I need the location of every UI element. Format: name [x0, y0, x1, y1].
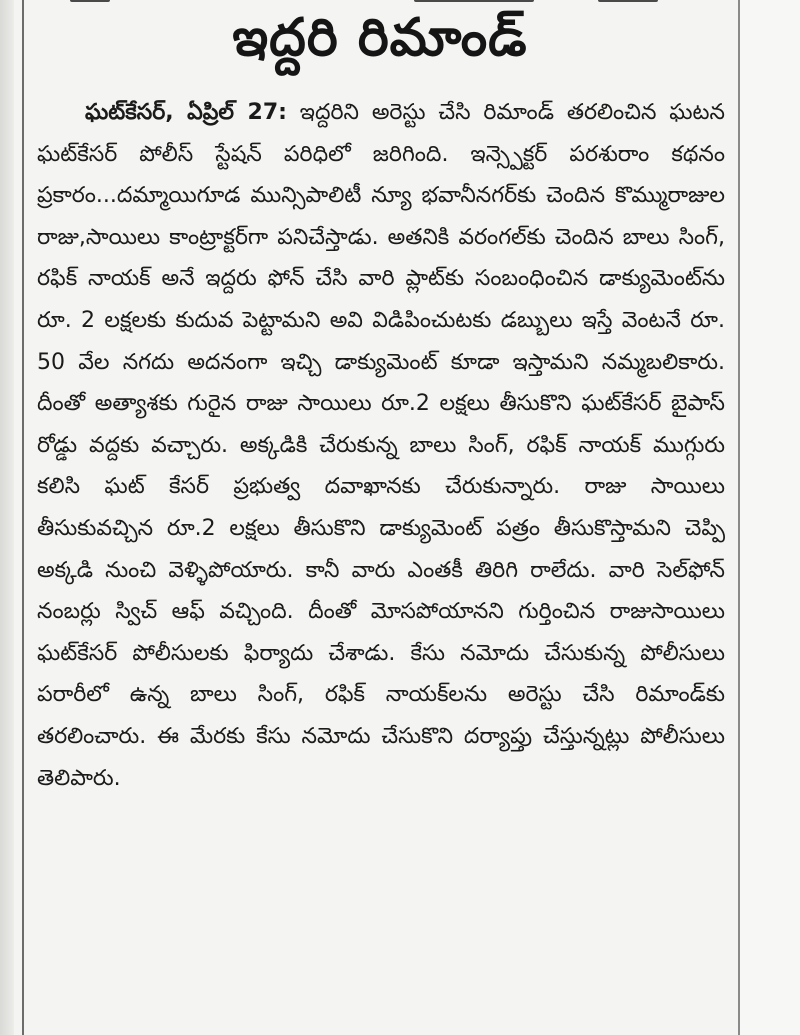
article-body-text: ఇద్దరిని అరెస్టు చేసి రిమాండ్ తరలించిన ఘటన ఘట్‌కేసర్ పోలీస్ స్టేషన్ పరిధిలో జరిగింది. ఇన్స్పెక్టర్ పరశురాం కథనం ప్రకారం...దమ్మాయిగూడ మున్సిపాలిటీ న్యూ భవానీనగర్‌కు చెందిన కొమ్మురాజుల రాజు,సాయిలు కాంట్రాక్టర్‌గా పనిచేస్తాడు. అతనికి వరంగల్‌కు చెందిన బాలు సింగ్, రఫిక్ నాయక్ అనే ఇద్దరు ఫోన్ చేసి వారి ప్లాట్‌కు సంబంధించిన డాక్యుమెంట్‌ను రూ. 2 లక్షలకు కుదువ పెట్టామని అవి విడిపించుటకు డబ్బులు ఇస్తే వెంటనే రూ. 50 వేల నగదు అదనంగా ఇచ్చి డాక్యుమెంట్ కూడా ఇస్తామని నమ్మబలికారు. దీంతో అత్యాశకు గురైన రాజు సాయిలు రూ.2 లక్షలు తీసుకొని ఘట్‌కేసర్ బైపాస్ రోడ్డు వద్దకు వచ్చారు. అక్కడికి చేరుకున్న బాలు సింగ్, రఫిక్ నాయక్ ముగ్గురు కలిసి ఘట్ కేసర్ ప్రభుత్వ దవాఖానకు చేరుకున్నారు. రాజు సాయిలు తీసుకువచ్చిన రూ.2 లక్షలు తీసుకొని డాక్యుమెంట్ పత్రం తీసుకొస్తామని చెప్పి అక్కడి నుంచి వెళ్ళిపోయారు. కానీ వారు ఎంతకీ తిరిగి రాలేదు. వారి సెల్‌ఫోన్ నంబర్లు స్విచ్ ఆఫ్ వచ్చింది. దీంతో మోసపోయానని గుర్తించిన రాజుసాయిలు ఘట్‌కేసర్ పోలీసులకు ఫిర్యాదు చేశాడు. కేసు నమోదు చేసుకున్న పోలీసులు పరారీలో ఉన్న బాలు సింగ్, రఫిక్ నాయక్‌లను అరెస్టు చేసి రిమాండ్‌కు తరలించారు. ఈ మేరకు కేసు నమోదు చేసుకొని దర్యాప్తు చేస్తున్నట్లు పోలీసులు తెలిపారు.	[37, 100, 725, 791]
article-dateline: ఘట్‌కేసర్, ఏప్రిల్ 27:	[85, 100, 287, 125]
article-body	[37, 92, 725, 799]
right-margin	[740, 0, 800, 1035]
adjacent-column-edge	[0, 0, 14, 1035]
cut-off-text-fragment	[30, 0, 730, 2]
article-headline: ఇద్దరి రిమాండ్	[232, 8, 528, 68]
left-column-rule	[22, 0, 24, 1035]
